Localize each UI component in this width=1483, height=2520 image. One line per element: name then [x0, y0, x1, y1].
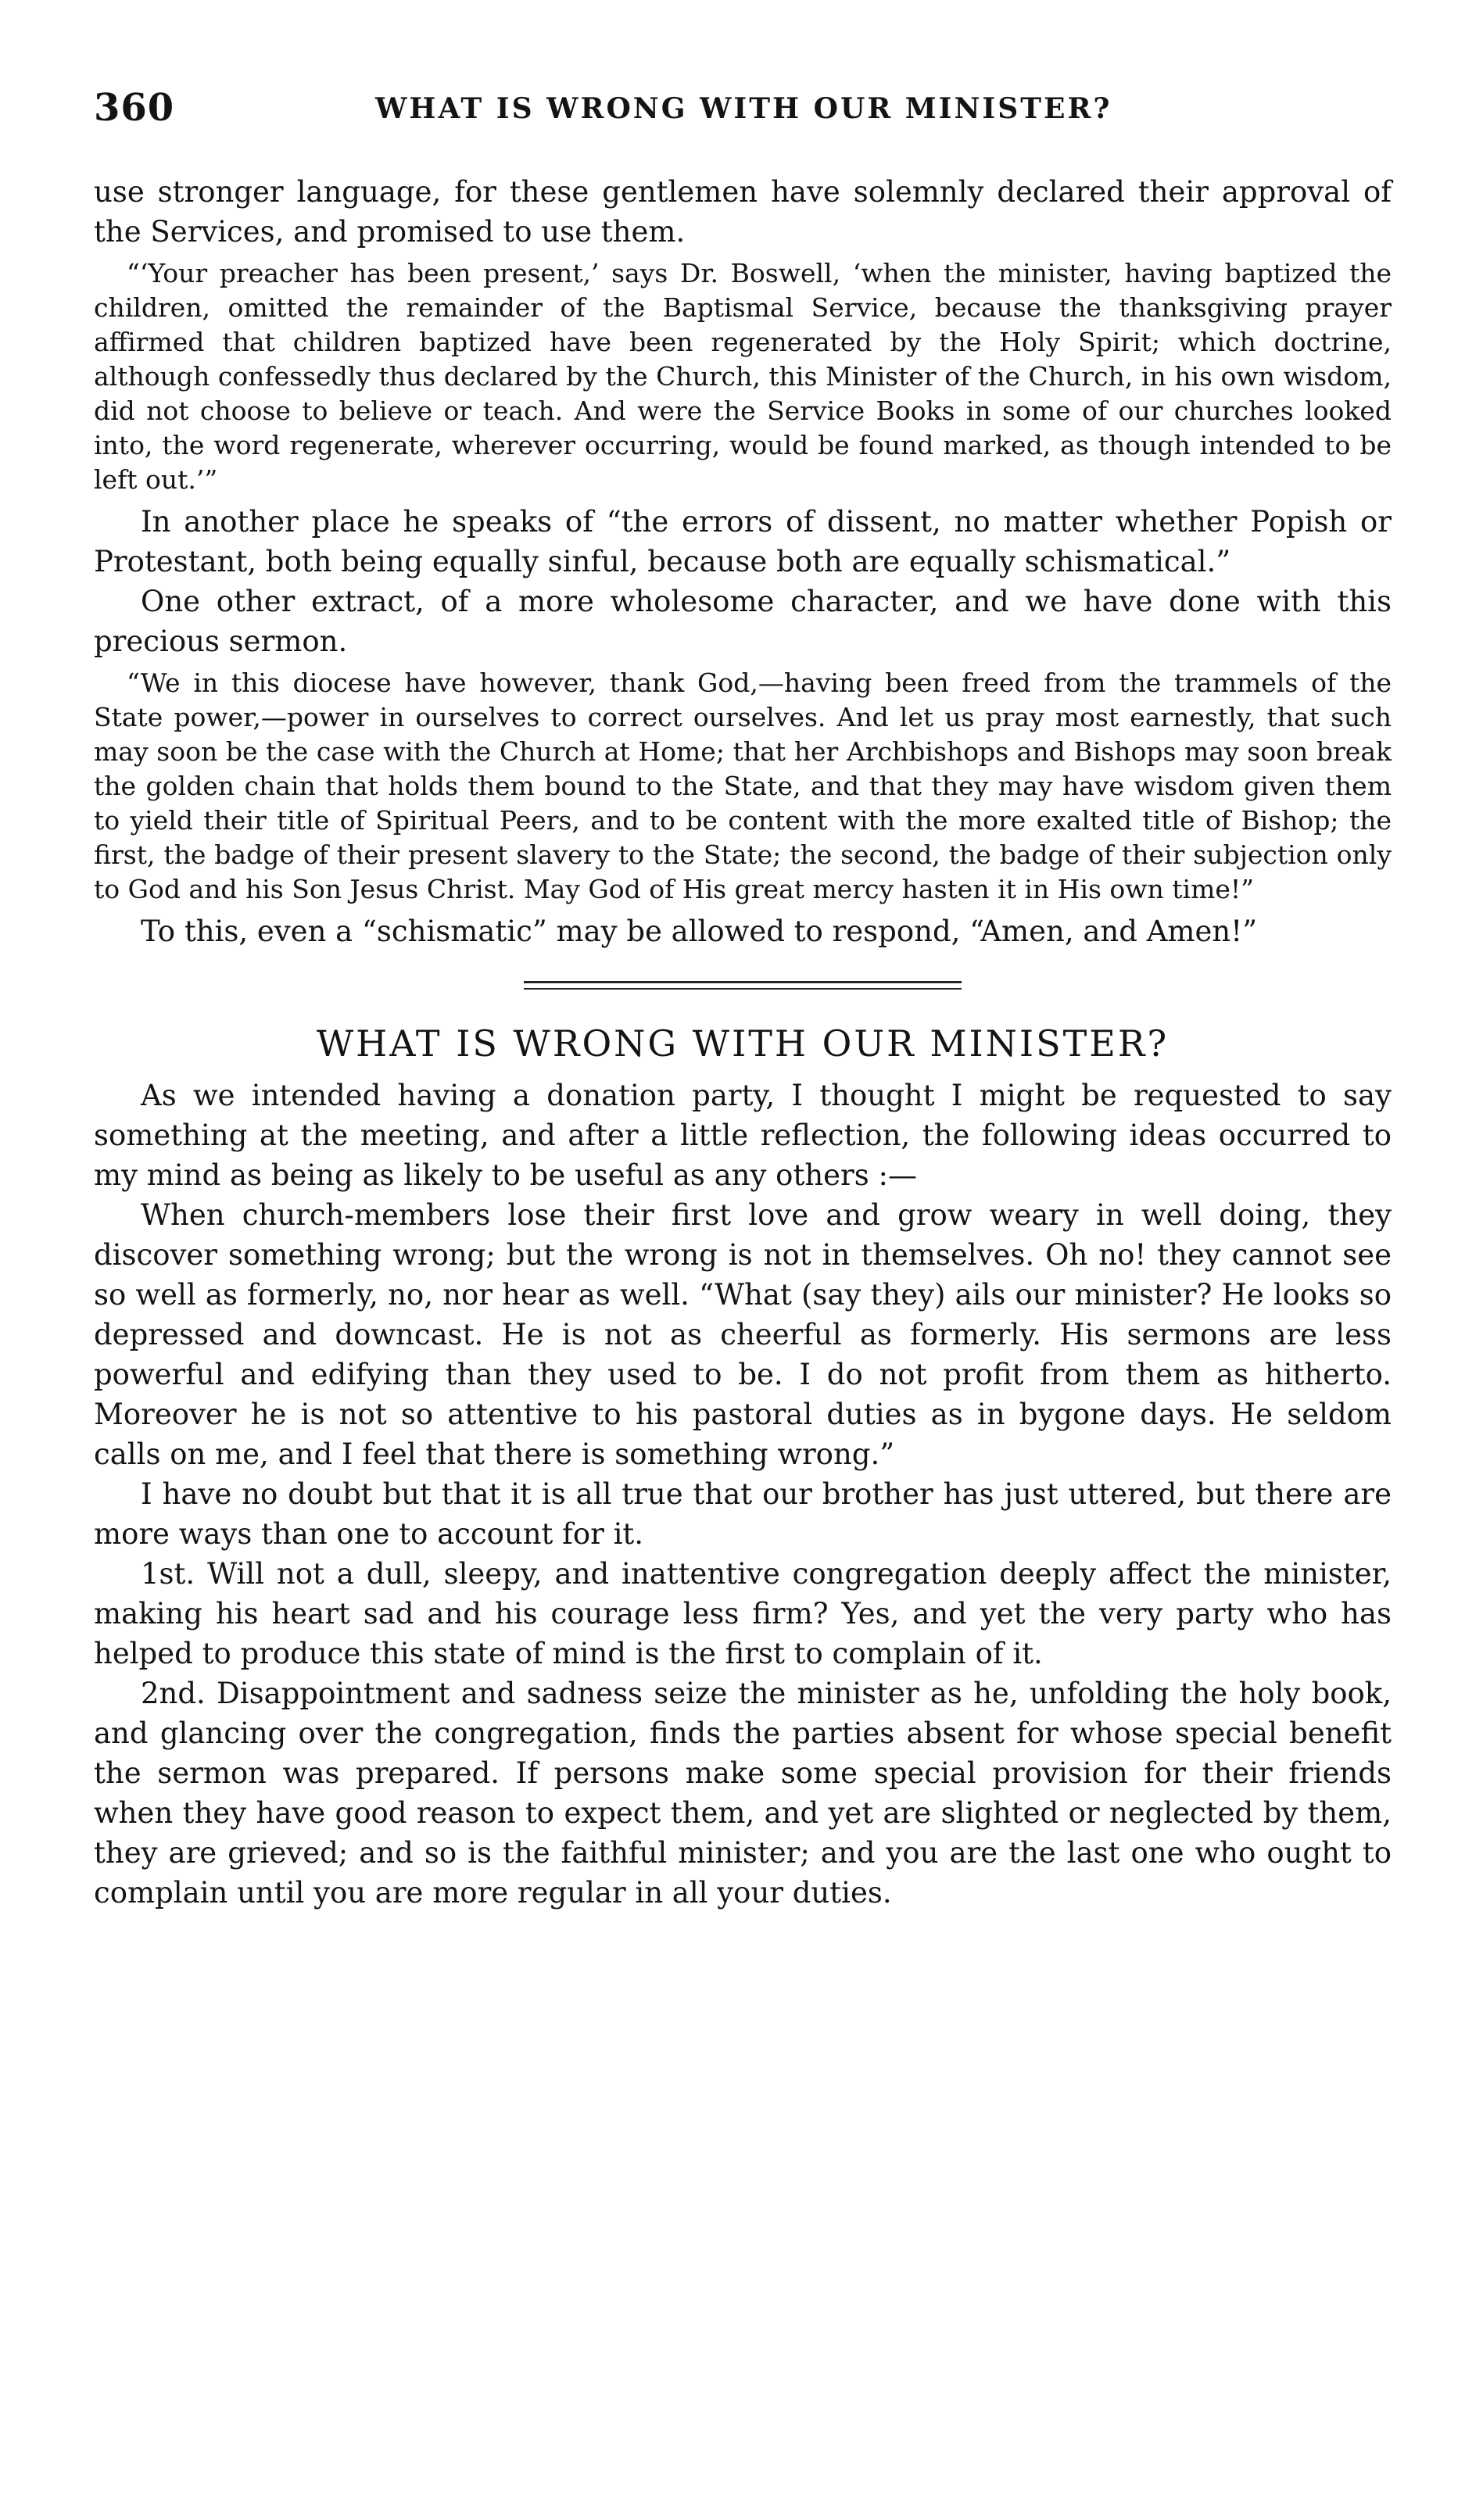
page-header	[94, 86, 1392, 172]
article-heading: WHAT IS WRONG WITH OUR MINISTER?	[316, 1022, 1170, 1065]
article-paragraph: 2nd. Disappointment and sadness seize the minister as he, unfolding the holy book, and glancing over the congregation, finds the parties absent for whose special benefit the sermon was prepared. If persons make some special provision for their friends when they have good reason to expect them, and yet are slighted or neglected by them, they are grieved; and so is the faithful minister; and you are the last one who ought to complain until you are more regular in all your duties.	[94, 1677, 1392, 1910]
body-paragraph: To this, even a “schismatic” may be allowed to respond, “Amen, and Amen!”	[141, 915, 1258, 948]
continuation-paragraph: use stronger language, for these gentlemen have solemnly declared their approval of the Services, and promised to use them.	[94, 175, 1392, 249]
body-paragraph: One other extract, of a more wholesome character, and we have done with this precious sermon.	[94, 585, 1392, 658]
previous-article-continuation	[94, 172, 1392, 951]
book-page	[94, 86, 1392, 2478]
body-paragraph: In another place he speaks of “the errors of dissent, no matter whether Popish or Protestant, both being equally sinful, because both are equally schismatical.”	[94, 505, 1392, 578]
article-body	[94, 1076, 1392, 1913]
page-number: 360	[94, 86, 175, 130]
block-quote-diocese: “We in this diocese have however, thank God,—having been freed from the trammels of the State power,—power in ourselves to correct ourselves. And let us pray most earnestly, that such may soon be the case with the Church at Home; that her Archbishops and Bishops may soon break the golden chain that holds them bound to the State, and that they may have wisdom given them to yield their title of Spiritual Peers, and to be content with the more exalted title of Bishop; the first, the badge of their present slavery to the State; the second, the badge of their subjection only to God and his Son Jesus Christ. May God of His great mercy hasten it in His own time!”	[94, 668, 1392, 904]
block-quote-boswell: “‘Your preacher has been present,’ says Dr. Boswell, ‘when the minister, having baptized the children, omitted the remainder of the Baptismal Service, because the thanksgiving prayer affirmed that children baptized have been regenerated by the Holy Spirit; which doctrine, although confessedly thus declared by the Church, this Minister of the Church, in his own wisdom, did not choose to believe or teach. And were the Service Books in some of our churches looked into, the word regenerate, wherever occurring, would be found marked, as though intended to be left out.’”	[94, 258, 1392, 495]
article-paragraph: I have no doubt but that it is all true that our brother has just uttered, but there are more ways than one to account for it.	[94, 1477, 1392, 1551]
running-title: WHAT IS WRONG WITH OUR MINISTER?	[375, 92, 1112, 125]
divider-rule	[524, 981, 962, 983]
section-divider	[524, 981, 962, 990]
article-paragraph: 1st. Will not a dull, sleepy, and inattentive congregation deeply affect the minister, making his heart sad and his courage less firm? Yes, and yet the very party who has helped to produce this state of mind is the first to complain of it.	[94, 1557, 1392, 1670]
divider-rule	[524, 988, 962, 990]
article-paragraph: As we intended having a donation party, I thought I might be requested to say something at the meeting, and after a little reflection, the following ideas occurred to my mind as being as likely to be useful as any others :—	[94, 1079, 1392, 1192]
article-paragraph: When church-members lose their first love and grow weary in well doing, they discover something wrong; but the wrong is not in themselves. Oh no! they cannot see so well as formerly, no, nor hear as well. “What (say they) ails our minister? He looks so depressed and downcast. He is not as cheerful as formerly. His sermons are less powerful and edifying than they used to be. I do not profit from them as hitherto. Moreover he is not so attentive to his pastoral duties as in bygone days. He seldom calls on me, and I feel that there is something wrong.”	[94, 1198, 1392, 1471]
